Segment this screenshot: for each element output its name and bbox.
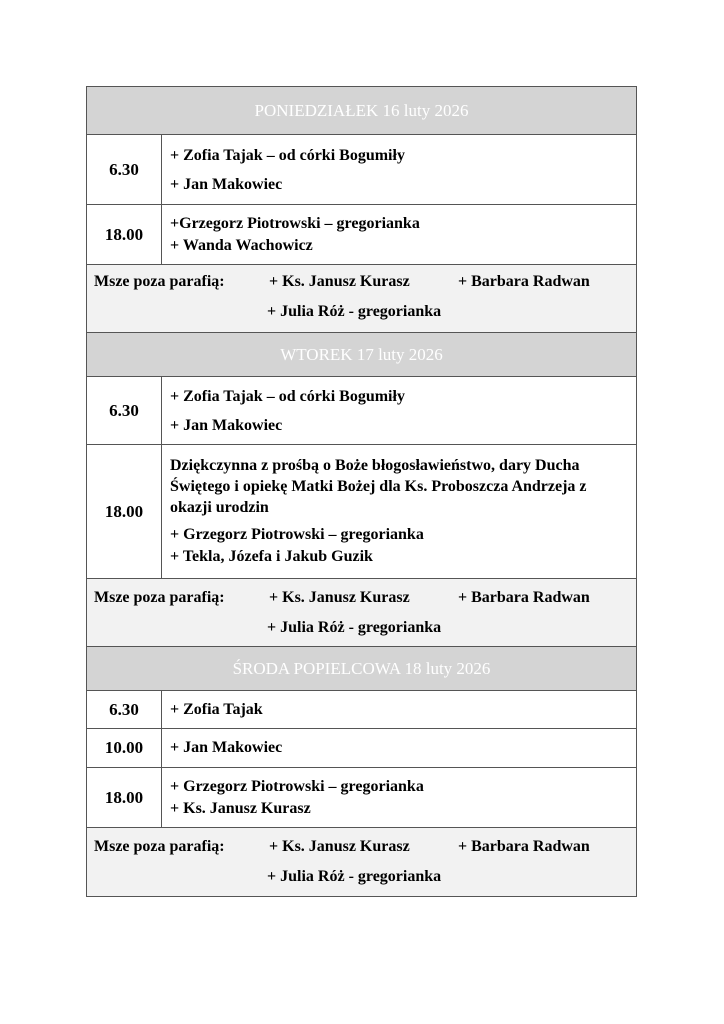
mass-intentions <box>162 768 636 827</box>
outside-item: + Barbara Radwan <box>458 273 590 290</box>
mass-time: 6.30 <box>87 377 162 444</box>
outside-parish-masses <box>87 579 636 647</box>
intention-line: + Jan Makowiec <box>170 739 283 756</box>
day-header: PONIEDZIAŁEK 16 luty 2026 <box>87 87 636 135</box>
mass-row <box>87 768 636 828</box>
mass-row <box>87 135 636 205</box>
intention-line: + Ks. Janusz Kurasz <box>170 799 311 817</box>
outside-item: + Ks. Janusz Kurasz <box>269 273 410 290</box>
intention-line: + Tekla, Józefa i Jakub Guzik <box>170 548 373 565</box>
mass-row <box>87 205 636 265</box>
intention-line: + Jan Makowiec <box>170 175 283 193</box>
outside-item: + Barbara Radwan <box>458 838 590 855</box>
outside-item: + Julia Róż - gregorianka <box>267 619 442 636</box>
outside-parish-masses <box>87 265 636 333</box>
outside-item: + Barbara Radwan <box>458 589 590 606</box>
intention-line: + Jan Makowiec <box>170 416 283 434</box>
mass-row <box>87 377 636 445</box>
intention-line: + Wanda Wachowicz <box>170 236 313 254</box>
mass-row <box>87 445 636 579</box>
outside-item: + Julia Róż - gregorianka <box>267 303 442 320</box>
intention-line: + Zofia Tajak – od córki Bogumiły <box>170 146 405 164</box>
mass-intentions <box>162 691 636 728</box>
outside-item: + Julia Róż - gregorianka <box>267 868 442 885</box>
outside-parish-masses <box>87 828 636 896</box>
mass-time: 18.00 <box>87 768 162 827</box>
intention-line: +Grzegorz Piotrowski – gregorianka <box>170 214 420 232</box>
outside-item: + Ks. Janusz Kurasz <box>269 838 410 855</box>
intention-line: + Zofia Tajak <box>170 700 263 718</box>
intention-line: + Zofia Tajak – od córki Bogumiły <box>170 387 405 405</box>
day-header: ŚRODA POPIELCOWA 18 luty 2026 <box>87 647 636 691</box>
mass-schedule-table <box>86 86 637 897</box>
mass-intentions <box>162 135 636 204</box>
mass-intentions <box>162 205 636 264</box>
mass-row <box>87 729 636 768</box>
mass-time: 18.00 <box>87 205 162 264</box>
day-header: WTOREK 17 luty 2026 <box>87 333 636 377</box>
mass-intentions <box>162 445 636 578</box>
mass-intentions <box>162 729 636 767</box>
intention-line: + Grzegorz Piotrowski – gregorianka <box>170 526 424 543</box>
mass-time: 6.30 <box>87 135 162 204</box>
outside-item: + Ks. Janusz Kurasz <box>269 589 410 606</box>
mass-intentions <box>162 377 636 444</box>
outside-label: Msze poza parafią: <box>94 838 225 855</box>
mass-row <box>87 691 636 729</box>
mass-time: 18.00 <box>87 445 162 578</box>
outside-label: Msze poza parafią: <box>94 273 225 290</box>
mass-time: 10.00 <box>87 729 162 767</box>
outside-label: Msze poza parafią: <box>94 589 225 606</box>
intention-line: + Grzegorz Piotrowski – gregorianka <box>170 777 424 795</box>
intention-intro: Dziękczynna z prośbą o Boże błogosławieństwo, dary Ducha Świętego i opiekę Matki Bożej dla Ks. Proboszcza Andrzeja z okazji urodzin <box>170 457 587 516</box>
mass-time: 6.30 <box>87 691 162 728</box>
